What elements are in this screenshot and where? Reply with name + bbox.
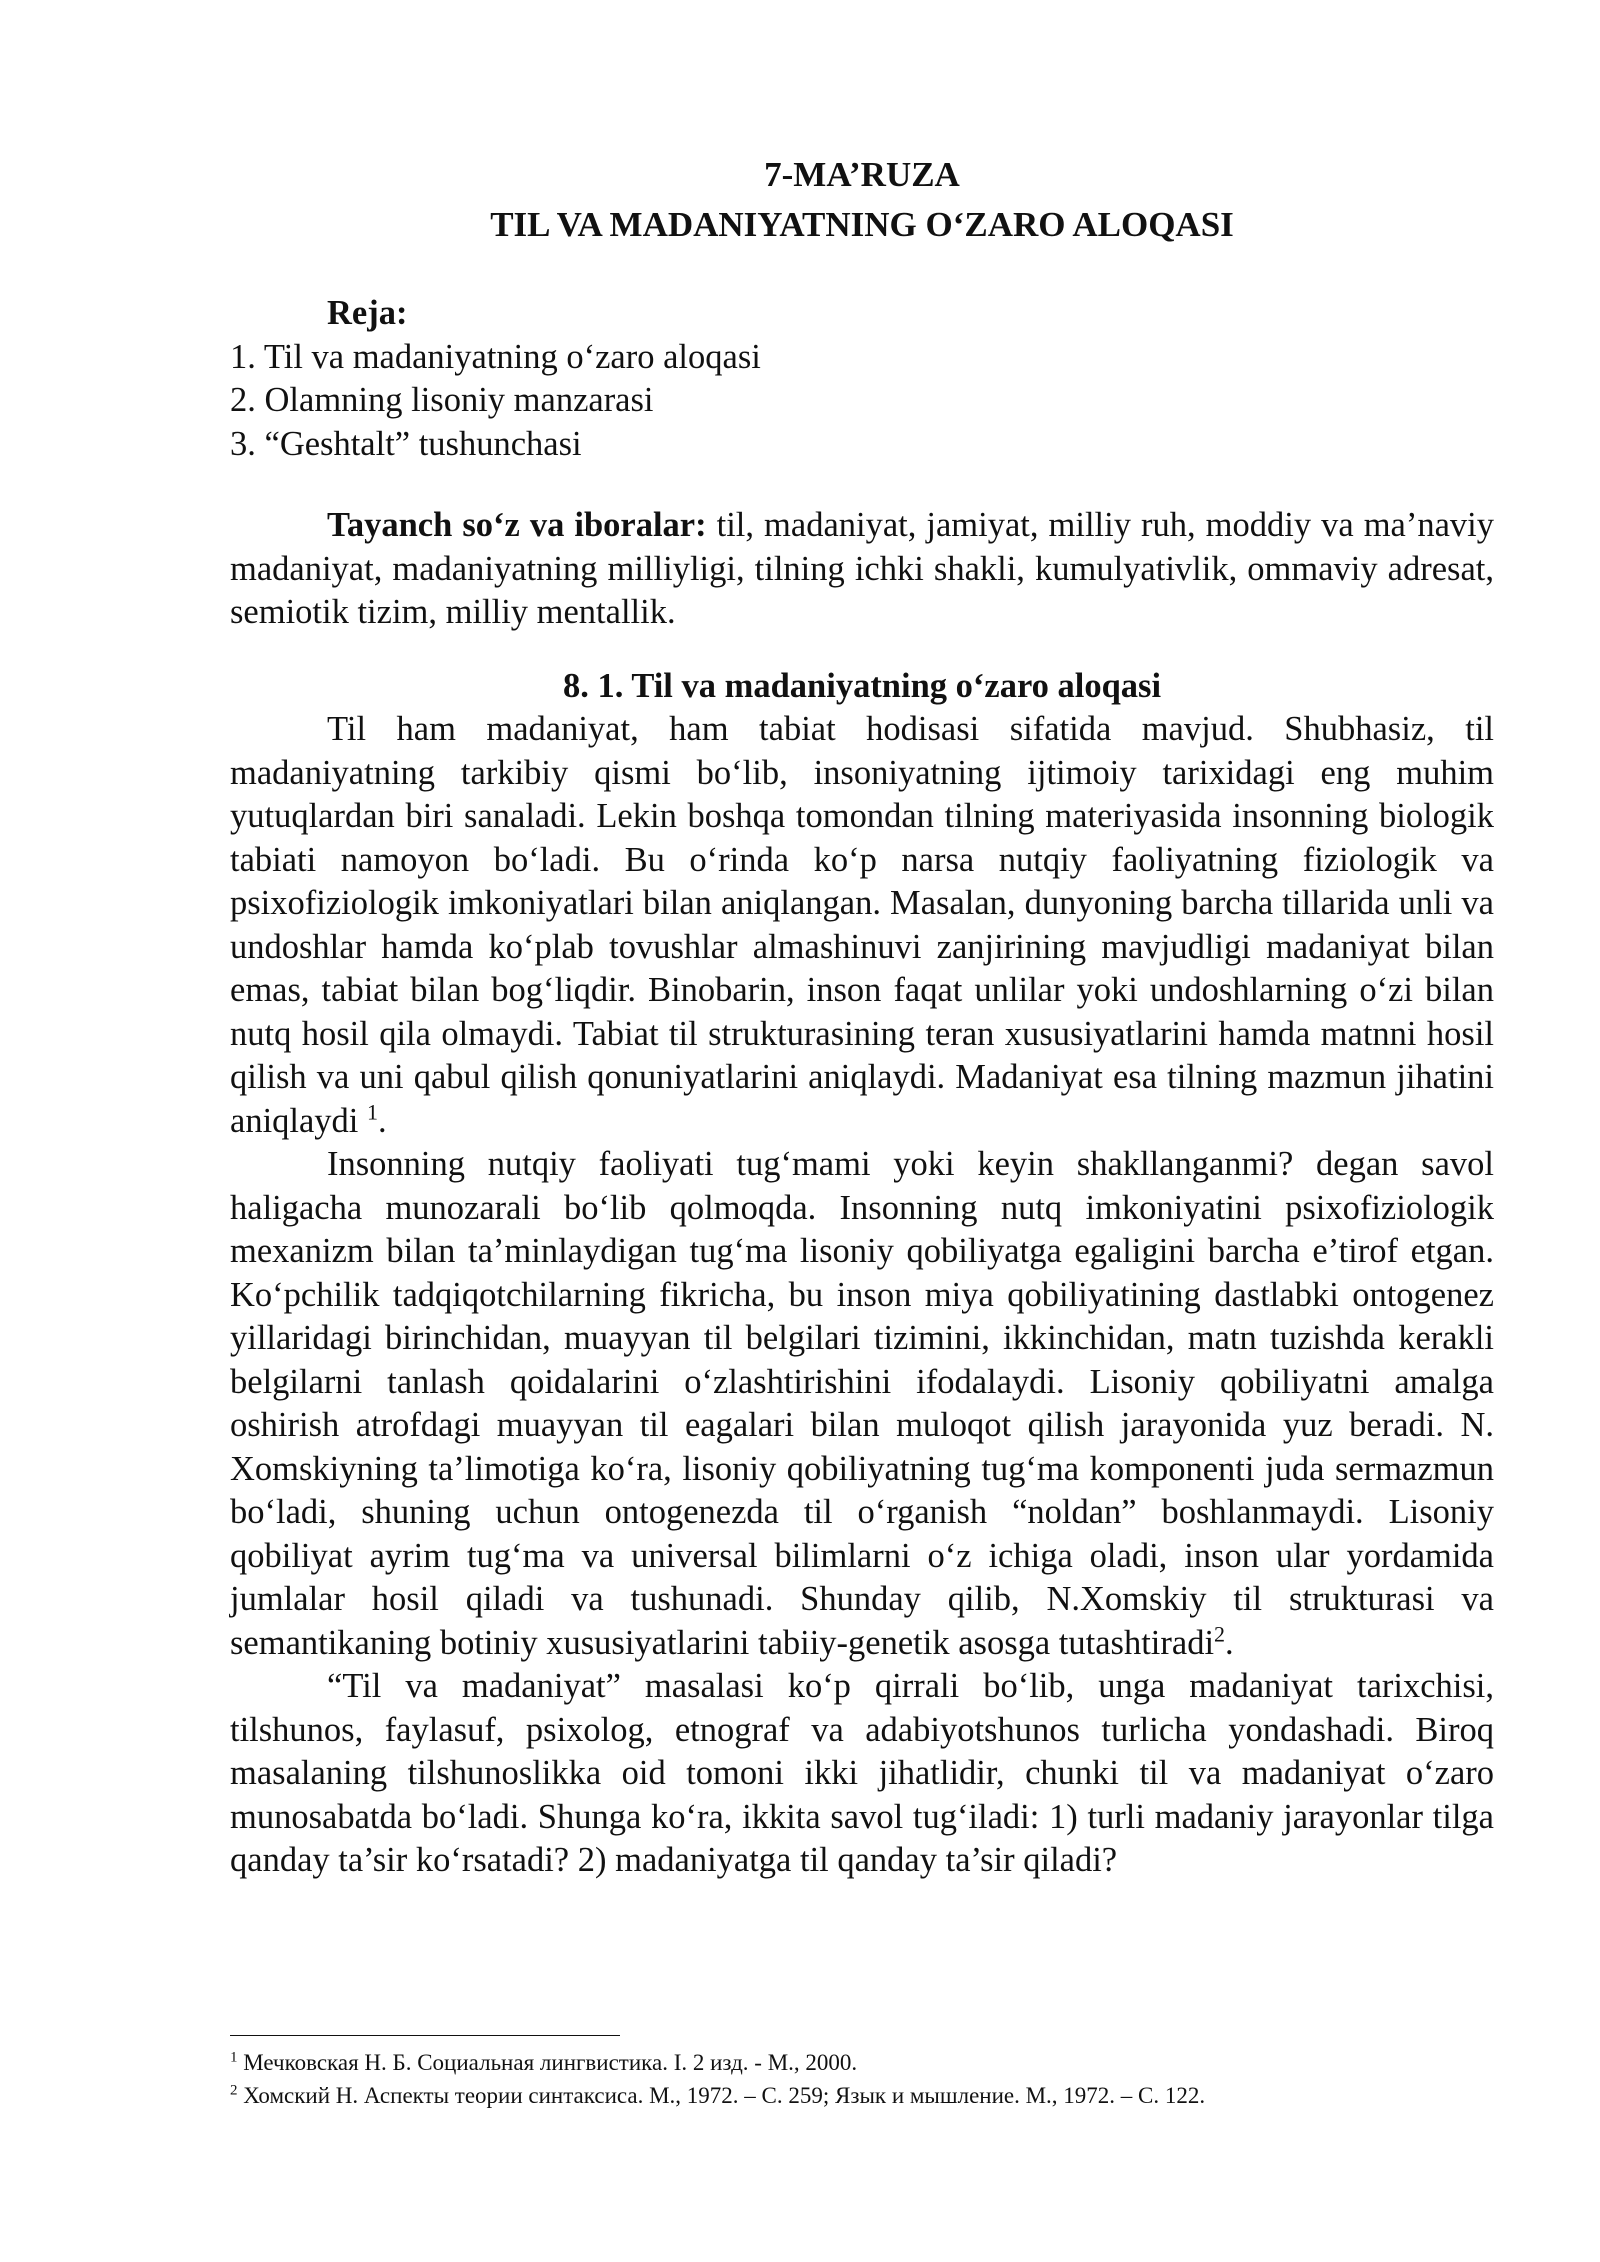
body-paragraph-2 [230, 1143, 1494, 1665]
keywords-label: Tayanch so‘z va iboralar: [327, 506, 707, 544]
paragraph-end: . [378, 1101, 387, 1140]
footnote-mark: 1 [230, 2049, 238, 2066]
footnote-text: Мечковская Н. Б. Социальная лингвистика. I. 2 изд. - М., 2000. [237, 2050, 858, 2075]
footnote-text: Хомский Н. Аспекты теории синтаксиса. М., 1972. – С. 259; Язык и мышление. М., 1972. – С. 122. [237, 2083, 1206, 2108]
paragraph-text: Insonning nutqiy faoliyati tug‘mami yoki keyin shakllanganmi? degan savol haligacha munozarali bo‘lib qolmoqda. Insonning nutq imkoniyatini psixofiziologik mexanizm bilan ta’minlaydigan tug‘ma lisoniy qobiliyatga egaligini barcha e’tirof etgan. Ko‘pchilik tadqiqotchilarning fikricha, bu inson miya qobiliyatining dastlabki ontogenez yillaridagi birinchidan, muayyan til belgilari tizimini, ikkinchidan, matn tuzishda kerakli belgilarni tanlash qoidalarini o‘zlashtirishini ifodalaydi. Lisoniy qobiliyatni amalga oshirish atrofdagi muayyan til eagalari bilan muloqot qilish jarayonida yuz beradi. N. Xomskiyning ta’limotiga ko‘ra, lisoniy qobiliyatning tug‘ma komponenti juda sermazmun bo‘ladi, shuning uchun ontogenezda til o‘rganish “noldan” boshlanmaydi. Lisoniy qobiliyat ayrim tug‘ma va universal bilimlarni o‘z ichiga oladi, inson ular yordamida jumlalar hosil qiladi va tushunadi. Shunday qilib, N.Xomskiy til strukturasi va semantikaning botiniy xususiyatlarini tabiiy-genetik asosga tutashtiradi [230, 1145, 1494, 1662]
keywords-text: til, madaniyat, jamiyat, milliy ruh, moddiy va ma’naviy madaniyat, madaniyatning milliyligi, tilning ichki shakli, kumulyativlik, ommaviy adresat, semiotik tizim, milliy mentallik. [230, 506, 1494, 631]
footnote-reference: 2 [1214, 1621, 1226, 1646]
plan-item: 3. “Geshtalt” tushunchasi [230, 424, 582, 463]
lecture-title: TIL VA MADANIYATNING O‘ZARO ALOQASI [490, 205, 1234, 244]
footnote-divider [230, 2035, 620, 2036]
body-paragraph-1 [230, 708, 1494, 1143]
plan-item: 2. Olamning lisoniy manzarasi [230, 381, 654, 419]
footnote-2 [230, 2079, 1494, 2112]
keywords-paragraph [230, 504, 1494, 635]
body-paragraph-3: “Til va madaniyat” masalasi ko‘p qirrali bo‘lib, unga madaniyat tarixchisi, tilshunos, faylasuf, psixolog, etnograf va adabiyotshunos turlicha yondashadi. Biroq masalaning tilshunoslikka oid tomoni ikki jihatlidir, chunki til va madaniyat o‘zaro munosabatda bo‘ladi. Shunga ko‘ra, ikkita savol tug‘iladi: 1) turli madaniy jarayonlar tilga qanday ta’sir ko‘rsatadi? 2) madaniyatga til qanday ta’sir qiladi? [230, 1667, 1494, 1879]
paragraph-end: . [1225, 1623, 1234, 1662]
paragraph-text: Til ham madaniyat, ham tabiat hodisasi sifatida mavjud. Shubhasiz, til madaniyatning tarkibiy qismi bo‘lib, insoniyatning ijtimoiy tarixidagi eng muhim yutuqlardan biri sanaladi. Lekin boshqa tomondan tilning materiyasida insonning biologik tabiati namoyon bo‘ladi. Bu o‘rinda ko‘p narsa nutqiy faoliyatning fiziologik va psixofiziologik imkoniyatlari bilan aniqlangan. Masalan, dunyoning barcha tillarida unli va undoshlar hamda ko‘plab tovushlar almashinuvi zanjirining mavjudligi madaniyat bilan emas, tabiat bilan bog‘liqdir. Binobarin, inson faqat unlilar yoki undoshlarning o‘zi bilan nutq hosil qila olmaydi. Tabiat til strukturasining teran xususiyatlarini hamda matnni hosil qilish va uni qabul qilish qonuniyatlarini aniqlaydi. Madaniyat esa tilning mazmun jihatini aniqlaydi [230, 710, 1494, 1140]
lecture-number: 7-MA’RUZA [764, 155, 960, 194]
plan-section [230, 292, 1494, 466]
plan-heading: Reja: [327, 294, 408, 332]
plan-item: 1. Til va madaniyatning o‘zaro aloqasi [230, 337, 761, 376]
footnote-reference: 1 [367, 1099, 379, 1124]
footnote-mark: 2 [230, 2082, 238, 2099]
footnotes [230, 2035, 1494, 2112]
footnote-1 [230, 2046, 1494, 2079]
document-page [230, 150, 1494, 1883]
section-heading: 8. 1. Til va madaniyatning o‘zaro aloqasi [562, 666, 1162, 705]
